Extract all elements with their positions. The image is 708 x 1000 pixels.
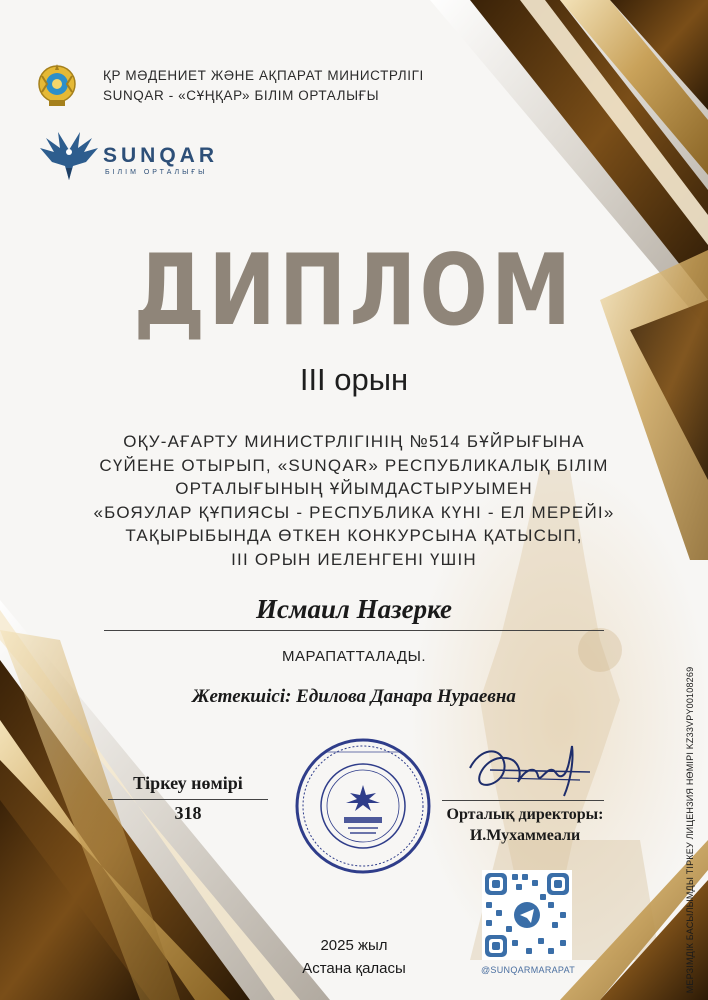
place-text: III орын [299,362,409,397]
diploma-title: ДИПЛОМ [133,234,575,348]
center-name: SUNQAR - «СҰҢҚАР» БІЛІМ ОРТАЛЫҒЫ [103,88,380,103]
director-name: И.Мухаммеали [469,827,581,844]
director-label: Орталық директоры: [446,806,604,823]
body-line: ОРТАЛЫҒЫНЫҢ ҰЙЫМДАСТЫРУЫМЕН [175,479,533,498]
logo-name: SUNQAR [103,144,219,167]
recipient-name: Исмаил Назерке [256,594,452,624]
registration-label: Тіркеу нөмірі [133,773,243,793]
ministry-name: ҚР МӘДЕНИЕТ ЖӘНЕ АҚПАРАТ МИНИСТРЛІГІ [103,68,424,83]
registration-divider [108,799,268,800]
signature-icon [460,738,600,800]
recipient-underline [104,630,604,631]
body-line: III ОРЫН ИЕЛЕНГЕНІ ҮШІН [231,549,477,569]
sunqar-eagle-logo-icon [38,128,100,184]
social-handle: @SUNQARMARAPAT [480,965,575,975]
body-line: СҮЙЕНЕ ОТЫРЫП, «SUNQAR» РЕСПУБЛИКАЛЫҚ БІЛІМ [99,455,609,475]
director-divider [442,800,604,801]
awarded-text: МАРАПАТТАЛАДЫ. [281,648,427,665]
city-text: Астана қаласы [302,960,406,977]
year-text: 2025 жыл [320,937,388,954]
award-reason [40,430,668,571]
round-stamp-icon [294,737,432,875]
kazakhstan-emblem-icon [38,62,76,108]
body-line: ТАҚЫРЫБЫНДА ӨТКЕН КОНКУРСЫНА ҚАТЫСЫП, [125,526,583,545]
body-line: ОҚУ-АҒАРТУ МИНИСТРЛІГІНІҢ №514 БҰЙРЫҒЫНА [123,432,585,451]
license-text: МЕРЗІМДІК БАСЫЛЫМДЫ ТІРКЕУ ЛИЦЕНЗИЯ НӨМІРІ KZ33VPY00108269 [685,666,695,994]
logo-subtitle: БІЛІМ ОРТАЛЫҒЫ [105,169,208,176]
supervisor-text: Жетекшісі: Едилова Данара Нураевна [192,686,516,707]
qr-code-icon [482,870,572,960]
header-text [103,66,424,106]
body-line: «БОЯУЛАР ҚҰПИЯСЫ - РЕСПУБЛИКА КҮНІ - ЕЛ МЕРЕЙІ» [93,502,615,522]
registration-number: 318 [174,803,202,823]
